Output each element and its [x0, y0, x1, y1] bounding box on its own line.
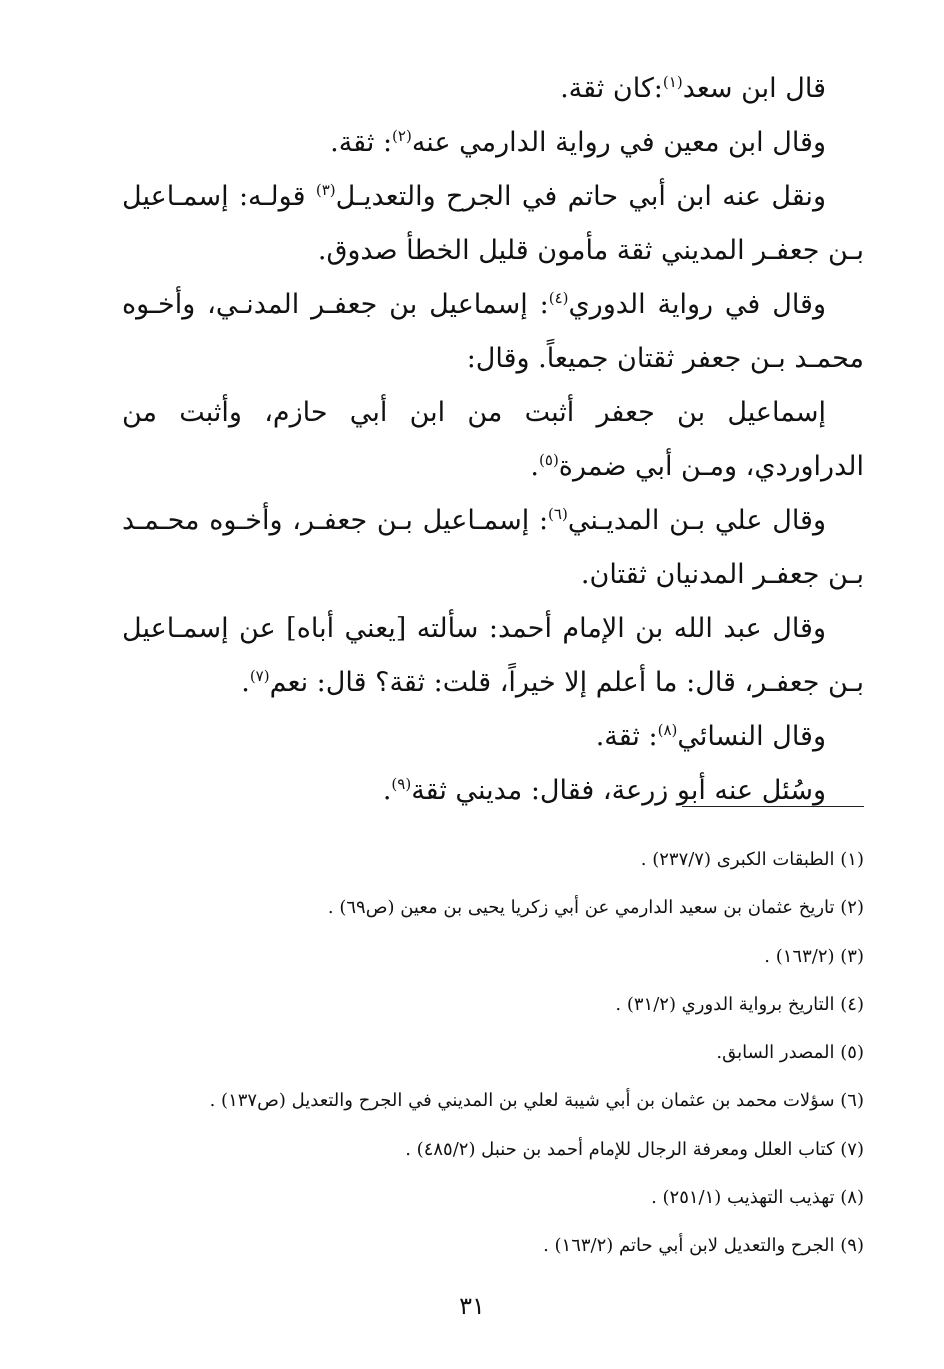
footnotes-list — [122, 838, 864, 1273]
footnote-reference: (٥) — [539, 451, 559, 469]
paragraph-al-douri — [122, 278, 864, 386]
main-text — [122, 62, 864, 818]
footnote-reference: (٦) — [548, 505, 568, 523]
paragraph-text: وسُئل عنه أبو زرعة، فقال: مديني ثقة — [411, 775, 826, 806]
paragraph-al-nasai — [122, 710, 864, 764]
paragraph-text-rest: . — [382, 775, 392, 806]
paragraph-text-rest: . — [241, 667, 250, 698]
footnote-reference: (٢) — [392, 127, 412, 145]
paragraph-text-rest: : ثقة. — [330, 127, 393, 158]
footnote-item: (٨) تهذيب التهذيب (٢٥١/١) . — [651, 1187, 864, 1209]
footnote-reference: (٧) — [249, 667, 270, 685]
paragraph-text: ونقل عنه ابن أبي حاتم في الجرح والتعديـل — [335, 181, 826, 212]
footnote-reference: (٩) — [391, 775, 412, 793]
paragraph-text-rest: : ثقة. — [595, 721, 658, 752]
paragraph-text-rest: : إسمـاعيل بـن جعفـر، وأخـوه محـمـد بـن جعفـر المدنيان ثقتان. — [122, 505, 864, 590]
footnote-item: (٧) كتاب العلل ومعرفة الرجال للإمام أحمد بن حنبل (٤٨٥/٢) . — [405, 1138, 864, 1160]
footnote-item: (٢) تاريخ عثمان بن سعيد الدارمي عن أبي زكريا يحيى بن معين (ص٦٩) . — [327, 897, 864, 919]
footnote-item: (١) الطبقات الكبرى (٢٣٧/٧) . — [640, 849, 864, 870]
footnote-divider — [682, 806, 864, 807]
paragraph-text: وقال النسائي — [677, 721, 826, 752]
footnote-item: (٣) (١٦٣/٢) . — [764, 945, 864, 967]
paragraph-text: وقال في رواية الدوري — [568, 289, 826, 320]
paragraph-text: وقال عبد الله بن الإمام أحمد: سألته [يعني أباه] عن إسمـاعيل بـن جعفـر، قال: ما أعلم إلا خيراً، قلت: ثقة؟ قال: نعم — [122, 613, 864, 698]
paragraph-ibn-maeen — [122, 116, 864, 170]
paragraph-text: قال ابن سعد — [682, 73, 826, 104]
paragraph-text-rest: . — [530, 451, 540, 482]
paragraph-ibn-saad — [122, 62, 864, 116]
footnote-reference: (٤) — [548, 289, 569, 307]
footnote-item: (٥) المصدر السابق. — [716, 1042, 864, 1064]
paragraph-text: إسماعيل بن جعفر أثبت من ابن أبي حازم، وأثبت من الدراوردي، ومـن أبي ضمرة — [122, 397, 864, 482]
paragraph-text-rest: قولـه: إسمـاعيل بـن جعفـر المديني ثقة مأمون قليل الخطأ صدوق. — [122, 181, 864, 266]
paragraph-quote — [122, 386, 864, 494]
paragraph-ibn-abi-hatim — [122, 170, 864, 278]
paragraph-ali-ibn-al-madini — [122, 494, 864, 602]
paragraph-text: وقال علي بـن المديـني — [567, 505, 826, 536]
paragraph-text-rest: : إسماعيل بن جعفـر المدنـي، وأخـوه محمـد بـن جعفر ثقتان جميعاً. وقال: — [122, 289, 864, 374]
footnote-reference: (١) — [662, 73, 683, 91]
footnote-item: (٩) الجرح والتعديل لابن أبي حاتم (١٦٣/٢) . — [543, 1235, 864, 1257]
paragraph-abu-zura — [122, 764, 864, 818]
page-number: ٣١ — [459, 1292, 485, 1320]
footnote-item: (٦) سؤلات محمد بن عثمان بن أبي شيبة لعلي بن المديني في الجرح والتعديل (ص١٣٧) . — [209, 1090, 864, 1112]
footnote-reference: (٣) — [315, 181, 336, 199]
footnote-item: (٤) التاريخ برواية الدوري (٣١/٢) . — [615, 993, 864, 1015]
paragraph-abdullah-ibn-ahmad — [122, 602, 864, 710]
footnote-reference: (٨) — [657, 721, 678, 739]
paragraph-text-rest: :كان ثقة. — [560, 73, 663, 104]
paragraph-text: وقال ابن معين في رواية الدارمي عنه — [411, 127, 826, 158]
